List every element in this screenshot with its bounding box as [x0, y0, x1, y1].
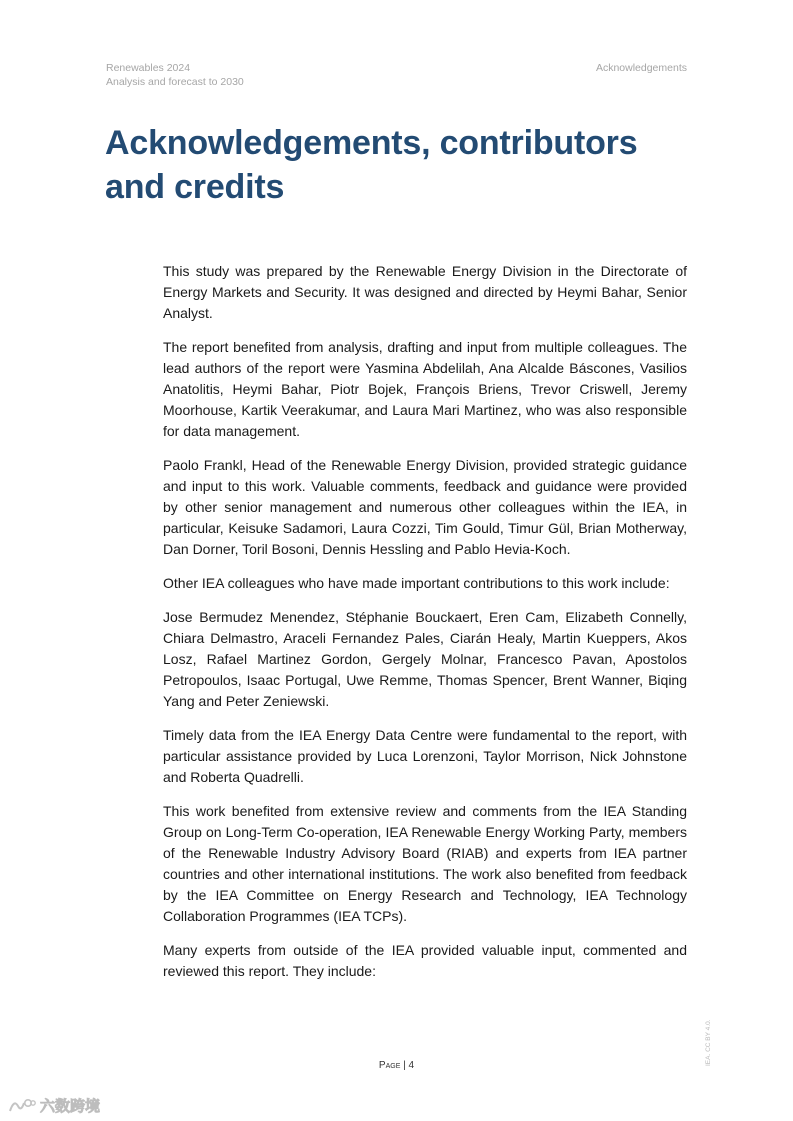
report-header: [106, 61, 244, 89]
paragraph: Jose Bermudez Menendez, Stéphanie Bouckaert, Eren Cam, Elizabeth Connelly, Chiara Delmastro, Araceli Fernandez Pales, Ciarán Healy, Martin Kueppers, Akos Losz, Rafael Martinez Gordon, Gergely Molnar, Francesco Pavan, Apostolos Petropoulos, Isaac Portugal, Uwe Remme, Thomas Spencer, Brent Wanner, Biqing Yang and Peter Zeniewski.: [163, 609, 687, 709]
page-title: [105, 121, 705, 209]
paragraph: The report benefited from analysis, drafting and input from multiple colleagues. The lead authors of the report were Yasmina Abdelilah, Ana Alcalde Báscones, Vasilios Anatolitis, Heymi Bahar, Piotr Bojek, François Briens, Trevor Criswell, Jeremy Moorhouse, Kartik Veerakumar, and Laura Mari Martinez, who was also responsible for data management.: [163, 339, 687, 439]
page-title-line-1: Acknowledgements, contributors: [105, 124, 638, 162]
paragraph: Timely data from the IEA Energy Data Centre were fundamental to the report, with particular assistance provided by Luca Lorenzoni, Taylor Morrison, Nick Johnstone and Roberta Quadrelli.: [163, 727, 687, 785]
paragraph: Many experts from outside of the IEA provided valuable input, commented and reviewed this report. They include:: [163, 942, 687, 979]
page-number: [0, 1060, 793, 1071]
page-title-line-2: and credits: [105, 168, 285, 206]
body-text: [163, 261, 687, 995]
watermark-text: 六数跨境: [40, 1097, 101, 1115]
page-number-value: 4: [408, 1060, 415, 1071]
watermark: [8, 1095, 100, 1116]
section-header: Acknowledgements: [595, 62, 687, 74]
page-separator: |: [403, 1060, 406, 1071]
page-label: Page: [378, 1060, 401, 1071]
report-subtitle: Analysis and forecast to 2030: [106, 76, 244, 88]
paragraph: Paolo Frankl, Head of the Renewable Energy Division, provided strategic guidance and input to this work. Valuable comments, feedback and guidance were provided by other senior management and numerous other colleagues within the IEA, in particular, Keisuke Sadamori, Laura Cozzi, Tim Gould, Timur Gül, Brian Motherway, Dan Dorner, Toril Bosoni, Dennis Hessling and Pablo Hevia-Koch.: [163, 457, 687, 557]
license-note: IEA. CC BY 4.0.: [705, 1019, 712, 1066]
watermark-logo-icon: [8, 1097, 36, 1115]
paragraph: This work benefited from extensive review and comments from the IEA Standing Group on Long-Term Co-operation, IEA Renewable Energy Working Party, members of the Renewable Industry Advisory Board (RIAB) and experts from IEA partner countries and other international institutions. The work also benefited from feedback by the IEA Committee on Energy Research and Technology, IEA Technology Collaboration Programmes (IEA TCPs).: [163, 803, 687, 924]
paragraph: This study was prepared by the Renewable Energy Division in the Directorate of Energy Markets and Security. It was designed and directed by Heymi Bahar, Senior Analyst.: [163, 263, 687, 321]
report-title: Renewables 2024: [106, 62, 191, 74]
paragraph: Other IEA colleagues who have made important contributions to this work include:: [163, 575, 670, 591]
